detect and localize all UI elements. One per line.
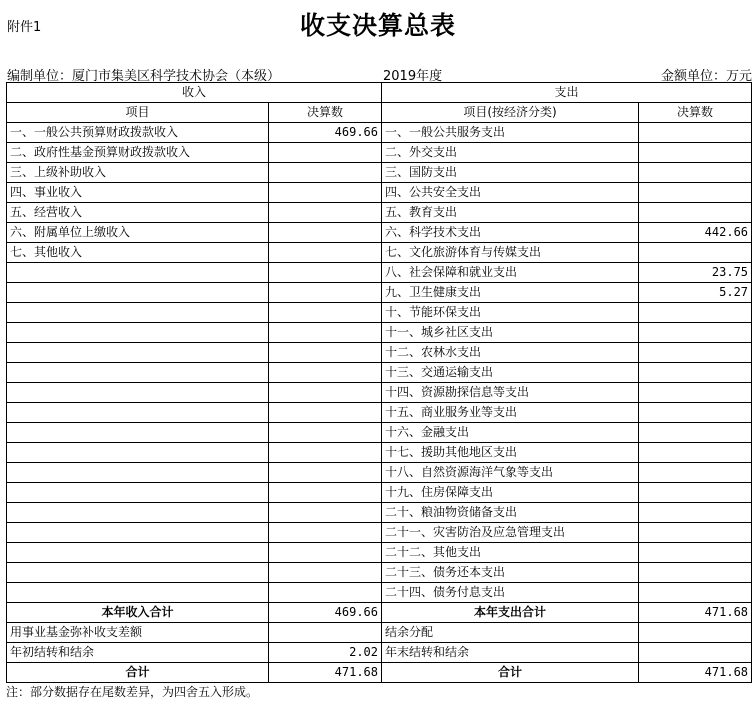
income-section-header: 收入	[7, 83, 382, 103]
expense-amount-cell	[639, 143, 752, 163]
expense-item-cell: 二十四、债务付息支出	[382, 583, 639, 603]
table-summary	[7, 603, 752, 683]
carryover-row	[7, 643, 752, 663]
table-row	[7, 383, 752, 403]
expense-item-cell: 二十一、灾害防治及应急管理支出	[382, 523, 639, 543]
expense-amount-cell	[639, 523, 752, 543]
expense-amount-cell	[639, 543, 752, 563]
grand-income-label: 合计	[7, 663, 269, 683]
expense-amount-cell	[639, 303, 752, 323]
expense-item-cell: 三、国防支出	[382, 163, 639, 183]
income-amount-cell	[269, 423, 382, 443]
table-row	[7, 503, 752, 523]
income-amount-cell	[269, 523, 382, 543]
expense-amount-cell	[639, 343, 752, 363]
income-item-cell: 三、上级补助收入	[7, 163, 269, 183]
expense-amount-cell	[639, 203, 752, 223]
expense-section-header: 支出	[382, 83, 752, 103]
expense-item-cell: 五、教育支出	[382, 203, 639, 223]
income-item-cell: 四、事业收入	[7, 183, 269, 203]
expense-item-cell: 十九、住房保障支出	[382, 483, 639, 503]
table-row	[7, 163, 752, 183]
expense-item-cell: 十八、自然资源海洋气象等支出	[382, 463, 639, 483]
income-item-cell: 五、经营收入	[7, 203, 269, 223]
income-amount-cell	[269, 443, 382, 463]
table-body	[7, 123, 752, 603]
income-item-cell	[7, 483, 269, 503]
income-amount-cell	[269, 223, 382, 243]
income-item-cell: 一、一般公共预算财政拨款收入	[7, 123, 269, 143]
income-item-cell	[7, 283, 269, 303]
income-amount-cell	[269, 203, 382, 223]
footnote: 注：部分数据存在尾数差异，为四舍五入形成。	[6, 685, 259, 699]
income-item-cell	[7, 403, 269, 423]
begin-carryover-value: 2.02	[269, 643, 382, 663]
expense-total-value: 471.68	[639, 603, 752, 623]
table-row	[7, 283, 752, 303]
expense-item-cell: 十四、资源勘探信息等支出	[382, 383, 639, 403]
expense-amount-cell	[639, 443, 752, 463]
table-row	[7, 203, 752, 223]
income-amount-cell	[269, 183, 382, 203]
income-total-label: 本年收入合计	[7, 603, 269, 623]
income-amount-cell	[269, 463, 382, 483]
expense-amount-cell	[639, 563, 752, 583]
income-amount-cell	[269, 583, 382, 603]
table-row	[7, 443, 752, 463]
income-item-cell	[7, 443, 269, 463]
summary-table	[6, 82, 752, 683]
expense-item-cell: 九、卫生健康支出	[382, 283, 639, 303]
expense-item-cell: 十三、交通运输支出	[382, 363, 639, 383]
expense-item-cell: 一、一般公共服务支出	[382, 123, 639, 143]
income-amount-cell	[269, 383, 382, 403]
income-amount-header: 决算数	[269, 103, 382, 123]
income-item-cell	[7, 543, 269, 563]
expense-amount-cell	[639, 383, 752, 403]
table-row	[7, 483, 752, 503]
end-carryover-label: 年末结转和结余	[382, 643, 639, 663]
expense-item-cell: 十七、援助其他地区支出	[382, 443, 639, 463]
income-item-cell	[7, 343, 269, 363]
table-row	[7, 403, 752, 423]
annual-total-row	[7, 603, 752, 623]
table-row	[7, 223, 752, 243]
income-item-header: 项目	[7, 103, 269, 123]
expense-item-cell: 十六、金融支出	[382, 423, 639, 443]
expense-item-cell: 二十二、其他支出	[382, 543, 639, 563]
grand-expense-label: 合计	[382, 663, 639, 683]
expense-amount-cell: 442.66	[639, 223, 752, 243]
income-item-cell	[7, 383, 269, 403]
expense-item-cell: 十二、农林水支出	[382, 343, 639, 363]
income-item-cell	[7, 323, 269, 343]
expense-amount-cell	[639, 503, 752, 523]
table-row	[7, 123, 752, 143]
income-amount-cell	[269, 143, 382, 163]
expense-item-cell: 十一、城乡社区支出	[382, 323, 639, 343]
income-amount-cell	[269, 543, 382, 563]
expense-item-cell: 二、外交支出	[382, 143, 639, 163]
income-item-cell	[7, 523, 269, 543]
table-row	[7, 363, 752, 383]
income-amount-cell	[269, 243, 382, 263]
expense-amount-cell	[639, 403, 752, 423]
fund-surplus-row	[7, 623, 752, 643]
income-item-cell: 六、附属单位上缴收入	[7, 223, 269, 243]
income-item-cell	[7, 303, 269, 323]
expense-amount-cell: 5.27	[639, 283, 752, 303]
fund-value	[269, 623, 382, 643]
income-item-cell	[7, 363, 269, 383]
table-row	[7, 303, 752, 323]
section-header-row	[7, 83, 752, 103]
table-row	[7, 463, 752, 483]
expense-amount-cell: 23.75	[639, 263, 752, 283]
income-amount-cell	[269, 343, 382, 363]
income-amount-cell	[269, 283, 382, 303]
expense-amount-header: 决算数	[639, 103, 752, 123]
expense-item-cell: 二十三、债务还本支出	[382, 563, 639, 583]
surplus-value	[639, 623, 752, 643]
expense-item-cell: 六、科学技术支出	[382, 223, 639, 243]
expense-item-cell: 四、公共安全支出	[382, 183, 639, 203]
table-row	[7, 423, 752, 443]
income-amount-cell	[269, 323, 382, 343]
expense-item-cell: 八、社会保障和就业支出	[382, 263, 639, 283]
income-item-cell	[7, 583, 269, 603]
fiscal-year: 2019年度	[383, 69, 443, 84]
table-row	[7, 183, 752, 203]
table-row	[7, 243, 752, 263]
end-carryover-value	[639, 643, 752, 663]
grand-expense-value: 471.68	[639, 663, 752, 683]
income-item-cell: 二、政府性基金预算财政拨款收入	[7, 143, 269, 163]
expense-amount-cell	[639, 483, 752, 503]
expense-amount-cell	[639, 463, 752, 483]
income-amount-cell	[269, 483, 382, 503]
table-row	[7, 323, 752, 343]
table-row	[7, 143, 752, 163]
income-item-cell: 七、其他收入	[7, 243, 269, 263]
grand-total-row	[7, 663, 752, 683]
begin-carryover-label: 年初结转和结余	[7, 643, 269, 663]
expense-amount-cell	[639, 583, 752, 603]
income-item-cell	[7, 423, 269, 443]
table-row	[7, 263, 752, 283]
income-amount-cell	[269, 503, 382, 523]
expense-item-cell: 十五、商业服务业等支出	[382, 403, 639, 423]
table-row	[7, 523, 752, 543]
expense-amount-cell	[639, 183, 752, 203]
grand-income-value: 471.68	[269, 663, 382, 683]
attachment-label: 附件1	[7, 20, 42, 35]
income-amount-cell	[269, 403, 382, 423]
income-amount-cell	[269, 303, 382, 323]
fund-label: 用事业基金弥补收支差额	[7, 623, 269, 643]
page-title: 收支决算总表	[299, 11, 456, 40]
surplus-label: 结余分配	[382, 623, 639, 643]
table-row	[7, 563, 752, 583]
expense-total-label: 本年支出合计	[382, 603, 639, 623]
income-amount-cell	[269, 263, 382, 283]
amount-unit: 金额单位：万元	[660, 69, 752, 84]
expense-amount-cell	[639, 243, 752, 263]
table-row	[7, 343, 752, 363]
expense-item-cell: 二十、粮油物资储备支出	[382, 503, 639, 523]
table-row	[7, 583, 752, 603]
income-amount-cell	[269, 163, 382, 183]
expense-amount-cell	[639, 323, 752, 343]
income-amount-cell	[269, 563, 382, 583]
expense-item-cell: 十、节能环保支出	[382, 303, 639, 323]
income-item-cell	[7, 563, 269, 583]
column-header-row	[7, 103, 752, 123]
expense-item-cell: 七、文化旅游体育与传媒支出	[382, 243, 639, 263]
org-unit: 编制单位：厦门市集美区科学技术协会（本级）	[7, 69, 281, 84]
expense-amount-cell	[639, 423, 752, 443]
expense-amount-cell	[639, 123, 752, 143]
expense-item-header: 项目(按经济分类)	[382, 103, 639, 123]
table-row	[7, 543, 752, 563]
income-item-cell	[7, 463, 269, 483]
income-amount-cell: 469.66	[269, 123, 382, 143]
income-total-value: 469.66	[269, 603, 382, 623]
income-item-cell	[7, 263, 269, 283]
income-item-cell	[7, 503, 269, 523]
income-amount-cell	[269, 363, 382, 383]
expense-amount-cell	[639, 163, 752, 183]
expense-amount-cell	[639, 363, 752, 383]
